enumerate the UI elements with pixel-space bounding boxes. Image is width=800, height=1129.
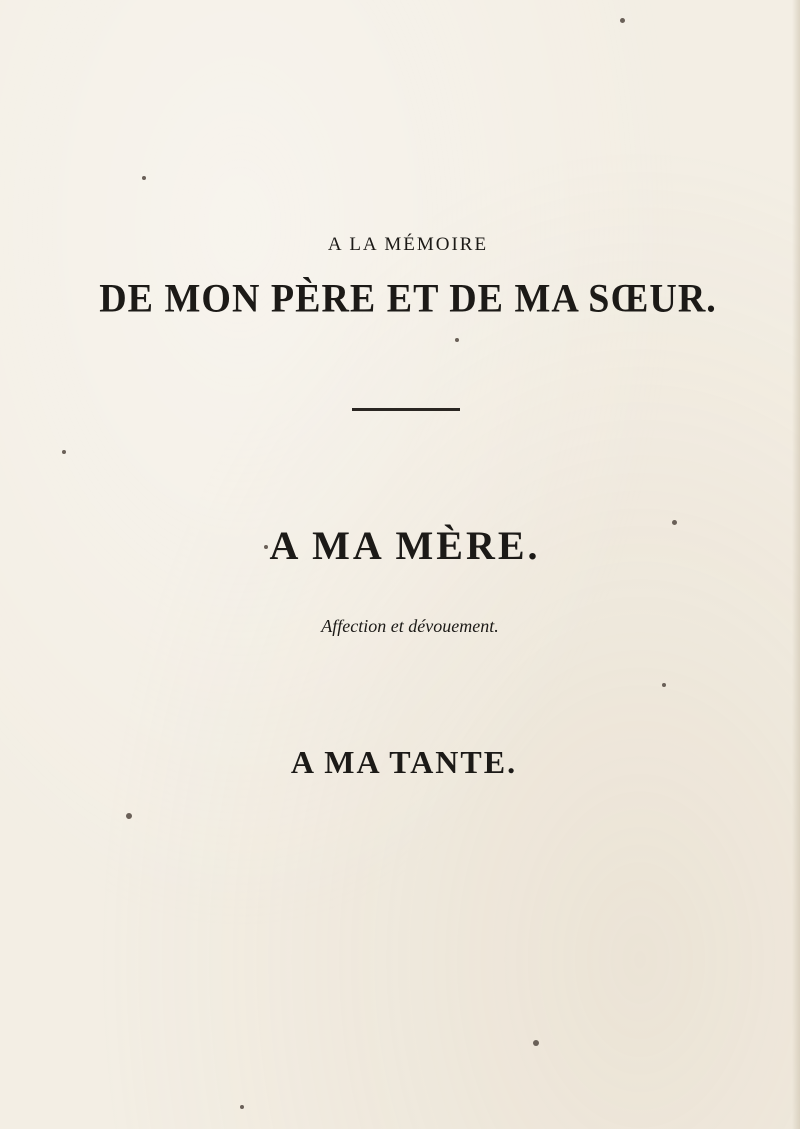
dedication-mere: A MA MÈRE. bbox=[269, 523, 541, 568]
dedication-pere-soeur: DE MON PÈRE ET DE MA SŒUR. bbox=[99, 276, 717, 322]
paper-speck bbox=[142, 176, 146, 180]
paper-speck bbox=[62, 450, 66, 454]
paper-speck bbox=[662, 683, 666, 687]
paper-speck bbox=[533, 1040, 539, 1046]
paper-speck bbox=[672, 520, 677, 525]
paper-speck bbox=[455, 338, 459, 342]
dedication-tante: A MA TANTE. bbox=[290, 744, 518, 780]
paper-speck bbox=[240, 1105, 244, 1109]
dedication-affection: Affection et dévouement. bbox=[321, 616, 499, 636]
section-divider bbox=[352, 408, 460, 411]
paper-speck bbox=[264, 545, 268, 549]
dedication-memoire: A LA MÉMOIRE bbox=[327, 234, 489, 255]
paper-speck bbox=[620, 18, 625, 23]
paper-speck bbox=[126, 813, 132, 819]
